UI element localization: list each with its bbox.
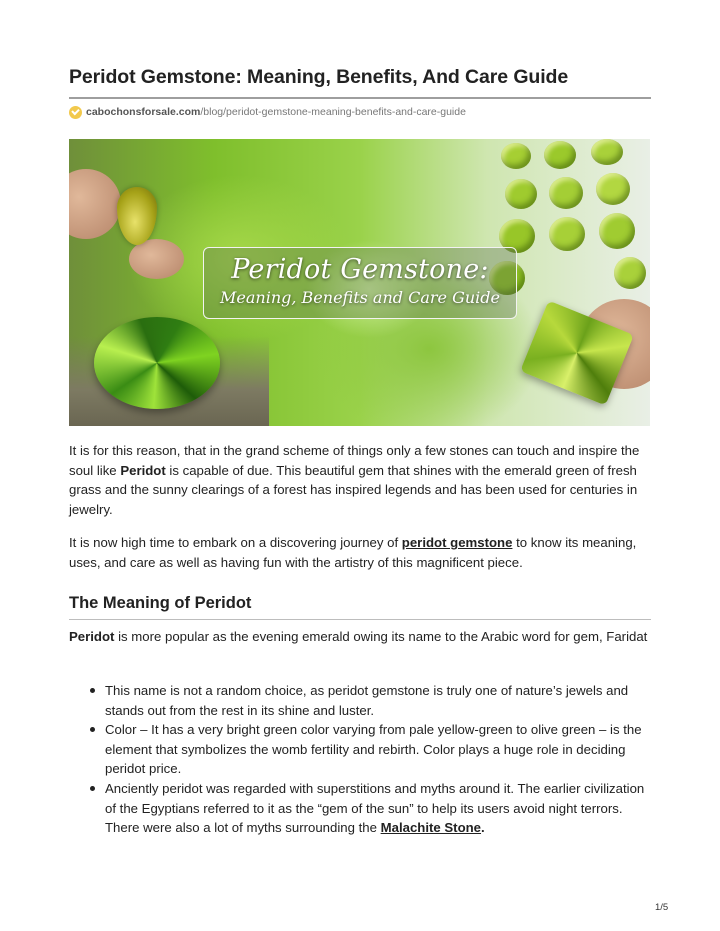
list-item [87, 779, 651, 838]
source-url[interactable] [69, 105, 466, 119]
list-item-text: . [481, 820, 485, 836]
hero-caption [203, 247, 517, 319]
small-peridot-icon [549, 177, 583, 209]
finger-left-bottom [129, 239, 184, 279]
intro-paragraph-1 [69, 441, 651, 519]
oval-peridot-icon [94, 317, 220, 409]
small-peridot-icon [501, 143, 531, 169]
title-divider [69, 97, 651, 99]
intro-text: It is for this reason, that in the grand scheme of things only a few stones can touch and inspire the soul like [69, 443, 640, 478]
lead-text: is more popular as the evening emerald owing its name to the Arabic word for gem, Faridat [114, 629, 648, 644]
pear-peridot-icon [117, 187, 157, 245]
hero-caption-subtitle: Meaning, Benefits and Care Guide [220, 288, 500, 307]
list-item-text: Color – It has a very bright green color varying from pale yellow-green to olive green – is the element that symbolizes the womb fertility and rebirth. Color plays a huge role in deciding peridot price. [105, 722, 642, 777]
article-title: Peridot Gemstone: Meaning, Benefits, And Care Guide [69, 66, 569, 88]
intro-text: It is now high time to embark on a discovering journey of [69, 535, 402, 550]
meaning-bullet-list [87, 681, 651, 838]
list-item-text: Anciently peridot was regarded with superstitions and myths around it. The earlier civilization of the Egyptians referred to it as the “gem of the sun” to help its users avoid night terrors. There were also a lot of myths surrounding the [105, 780, 645, 836]
small-peridot-icon [614, 257, 646, 289]
peridot-gemstone-link[interactable]: peridot gemstone [401, 535, 513, 550]
small-peridot-icon [505, 179, 537, 209]
list-item-text: This name is not a random choice, as peridot gemstone is truly one of nature’s jewels and stands out from the rest in its shine and luster. [105, 683, 629, 718]
list-item [87, 681, 651, 720]
hero-caption-title: Peridot Gemstone: [231, 254, 489, 285]
intro-text: to know its meaning, uses, and care as well as having fun with the artistry of this magnificent piece. [69, 535, 637, 570]
section-lead-paragraph [69, 627, 651, 647]
finger-left-top [69, 169, 121, 239]
source-path[interactable]: /blog/peridot-gemstone-meaning-benefits-and-care-guide [200, 106, 466, 118]
page-number: 1/5 [655, 902, 669, 913]
intro-bold-peridot: Peridot [120, 462, 166, 478]
lead-bold-peridot: Peridot [69, 629, 115, 644]
small-peridot-icon [596, 173, 630, 205]
section-heading: The Meaning of Peridot [69, 594, 252, 612]
section-divider [69, 619, 651, 620]
small-peridot-icon [544, 141, 576, 169]
site-logo-icon [69, 106, 82, 119]
small-peridot-icon [549, 217, 585, 251]
intro-text: is capable of due. This beautiful gem that shines with the emerald green of fresh grass and the sunny clearings of a forest has inspired legends and has been used for centuries in jewelry. [69, 462, 638, 517]
source-domain[interactable]: cabochonsforsale.com [86, 106, 201, 118]
intro-paragraph-2 [69, 533, 651, 572]
malachite-stone-link[interactable]: Malachite Stone [380, 820, 482, 836]
small-peridot-icon [591, 139, 623, 165]
small-peridot-icon [599, 213, 635, 249]
hero-image [69, 139, 650, 426]
list-item [87, 720, 651, 779]
